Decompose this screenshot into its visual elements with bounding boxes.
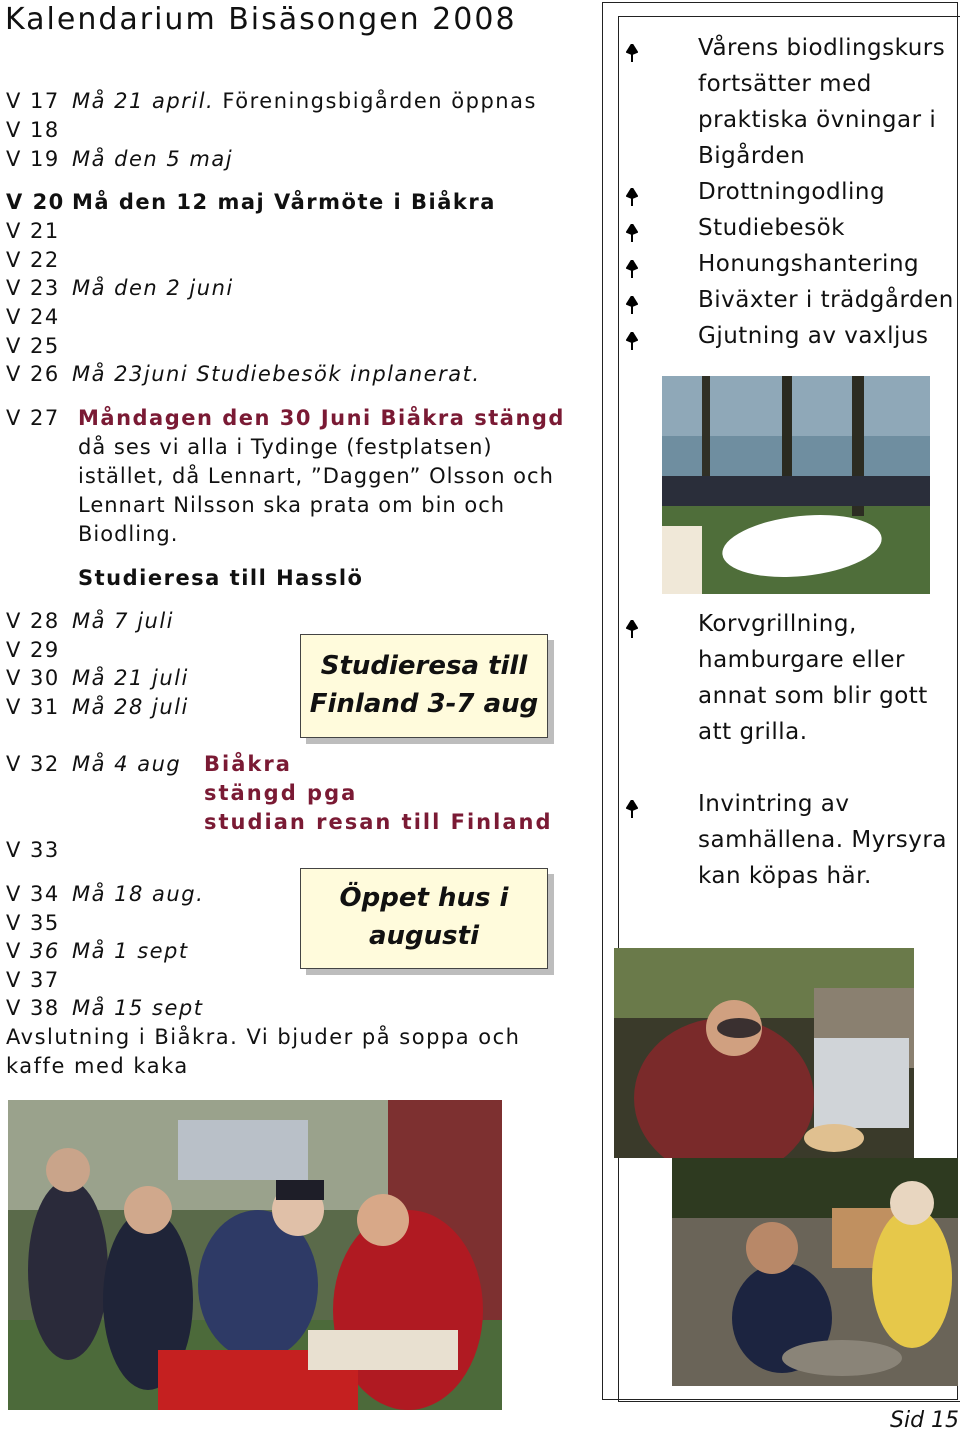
- sidebar-bullet-text: samhällena. Myrsyra: [698, 827, 947, 853]
- closing-line: kaffe med kaka: [6, 1054, 189, 1078]
- week-date: Må 18 aug.: [72, 882, 205, 906]
- sidebar-bullet-text: Invintring av: [698, 791, 850, 817]
- week-label-prefix: V: [6, 939, 31, 963]
- sidebar-bullet-text: Korvgrillning,: [698, 611, 857, 637]
- week-label: V 24: [6, 305, 60, 329]
- v32-note-line: Biåkra: [204, 752, 292, 776]
- week-date: Må den 2 juni: [72, 276, 234, 300]
- week-label: V 38: [6, 996, 60, 1020]
- week-label: V 35: [6, 911, 60, 935]
- week-label: V 37: [6, 968, 60, 992]
- callout-line: Finland 3-7 aug: [309, 689, 539, 719]
- week-row: [6, 246, 72, 274]
- photo-wax-casting: [614, 948, 914, 1158]
- week-row: [6, 217, 72, 245]
- sidebar-bullet-text: kan köpas här.: [698, 863, 872, 889]
- week-label: V 23: [6, 276, 60, 300]
- week-row: [6, 87, 537, 115]
- callout-line: Öppet hus i: [339, 883, 509, 913]
- week-label: V 22: [6, 248, 60, 272]
- sidebar-bullet-text: Biväxter i trädgården: [698, 287, 954, 313]
- v27-line: då ses vi alla i Tydinge (festplatsen): [78, 435, 493, 459]
- sidebar-bullet-text: hamburgare eller: [698, 647, 905, 673]
- callout-finland-trip: [300, 634, 548, 738]
- week-row: [6, 404, 72, 432]
- week-label: V 30: [6, 666, 60, 690]
- week-date: Må 15 sept: [72, 996, 204, 1020]
- week-row: [6, 274, 234, 302]
- sidebar-bullet-text: Honungshantering: [698, 251, 920, 277]
- diamond-bullet-icon: [626, 224, 638, 242]
- diamond-bullet-icon: [626, 44, 638, 62]
- sidebar-bullet-text: Bigården: [698, 143, 806, 169]
- page-number: Sid 15: [890, 1408, 960, 1433]
- week-row: [6, 966, 72, 994]
- sidebar-bullet-text: Drottningodling: [698, 179, 886, 205]
- week-date: Må 21 juli: [72, 666, 189, 690]
- week-label: V 29: [6, 638, 60, 662]
- week-row: [6, 750, 181, 778]
- week-label: V 17: [6, 89, 60, 113]
- week-label: V 26: [6, 362, 60, 386]
- v32-note-line: stängd pga: [204, 781, 358, 805]
- week-row: [6, 636, 72, 664]
- sidebar-bullet-text: fortsätter med: [698, 71, 872, 97]
- sidebar-bullet-text: annat som blir gott: [698, 683, 928, 709]
- diamond-bullet-icon: [626, 620, 638, 638]
- week-row: [6, 994, 203, 1022]
- week-number: 36: [30, 939, 60, 963]
- sidebar-bullet-text: Vårens biodlingskurs: [698, 35, 946, 61]
- week-date: Må 21 april.: [72, 89, 215, 113]
- week-row: [6, 188, 496, 216]
- week-label: V 19: [6, 147, 60, 171]
- diamond-bullet-icon: [626, 260, 638, 278]
- diamond-bullet-icon: [626, 800, 638, 818]
- week-date: Må 7 juli: [72, 609, 175, 633]
- week-date: Må 1 sept: [72, 939, 189, 963]
- week-row: [6, 693, 189, 721]
- week-label: V 18: [6, 118, 60, 142]
- week-row: [6, 664, 189, 692]
- week-label: V 25: [6, 334, 60, 358]
- week-label: V 21: [6, 219, 60, 243]
- v27-line: Lennart Nilsson ska prata om bin och: [78, 493, 506, 517]
- photo-festival-tydinge: [662, 376, 930, 594]
- week-label: V 32: [6, 752, 60, 776]
- sidebar-bullet-text: Studiebesök: [698, 215, 845, 241]
- callout-line: augusti: [369, 921, 479, 951]
- week-label: V 34: [6, 882, 60, 906]
- sidebar-bullet-text: att grilla.: [698, 719, 808, 745]
- diamond-bullet-icon: [626, 188, 638, 206]
- callout-open-house: [300, 868, 548, 969]
- week-row: [6, 909, 72, 937]
- week-row: [6, 360, 481, 388]
- diamond-bullet-icon: [626, 332, 638, 350]
- week-label: V 20: [6, 190, 65, 214]
- week-label: V 33: [6, 838, 60, 862]
- v27-line: istället, då Lennart, ”Daggen” Olsson och: [78, 464, 554, 488]
- week-row: [6, 116, 72, 144]
- week-date: Må 4 aug: [72, 752, 182, 776]
- sidebar-bullet-text: praktiska övningar i: [698, 107, 937, 133]
- week-date: Må 28 juli: [72, 695, 189, 719]
- v27-line: Biodling.: [78, 522, 179, 546]
- photo-grilling: [672, 1158, 958, 1386]
- callout-line: Studieresa till: [320, 651, 528, 681]
- subheading-hasslo: Studieresa till Hasslö: [78, 566, 364, 590]
- week-row: [6, 607, 174, 635]
- week-date: Må 23juni Studiebesök inplanerat.: [72, 362, 481, 386]
- week-date: Må den 5 maj: [72, 147, 234, 171]
- week-date: Må den 12 maj Vårmöte i Biåkra: [72, 190, 496, 214]
- closing-line: Avslutning i Biåkra. Vi bjuder på soppa och: [6, 1025, 521, 1049]
- v32-note-line: studian resan till Finland: [204, 810, 553, 834]
- week-label: V 31: [6, 695, 60, 719]
- week-row: [6, 937, 189, 965]
- week-row: [6, 303, 72, 331]
- week-row: [6, 332, 72, 360]
- week-text: Föreningsbigården öppnas: [214, 89, 537, 113]
- week-row: [6, 836, 72, 864]
- sidebar-bullet-text: Gjutning av vaxljus: [698, 323, 929, 349]
- diamond-bullet-icon: [626, 296, 638, 314]
- week-label: V 28: [6, 609, 60, 633]
- photo-people-at-table: [8, 1100, 502, 1410]
- week-row: [6, 880, 204, 908]
- week-label: V 27: [6, 406, 60, 430]
- week-row: [6, 145, 233, 173]
- page-title: Kalendarium Bisäsongen 2008: [5, 2, 517, 37]
- v27-headline: Måndagen den 30 Juni Biåkra stängd: [78, 406, 565, 430]
